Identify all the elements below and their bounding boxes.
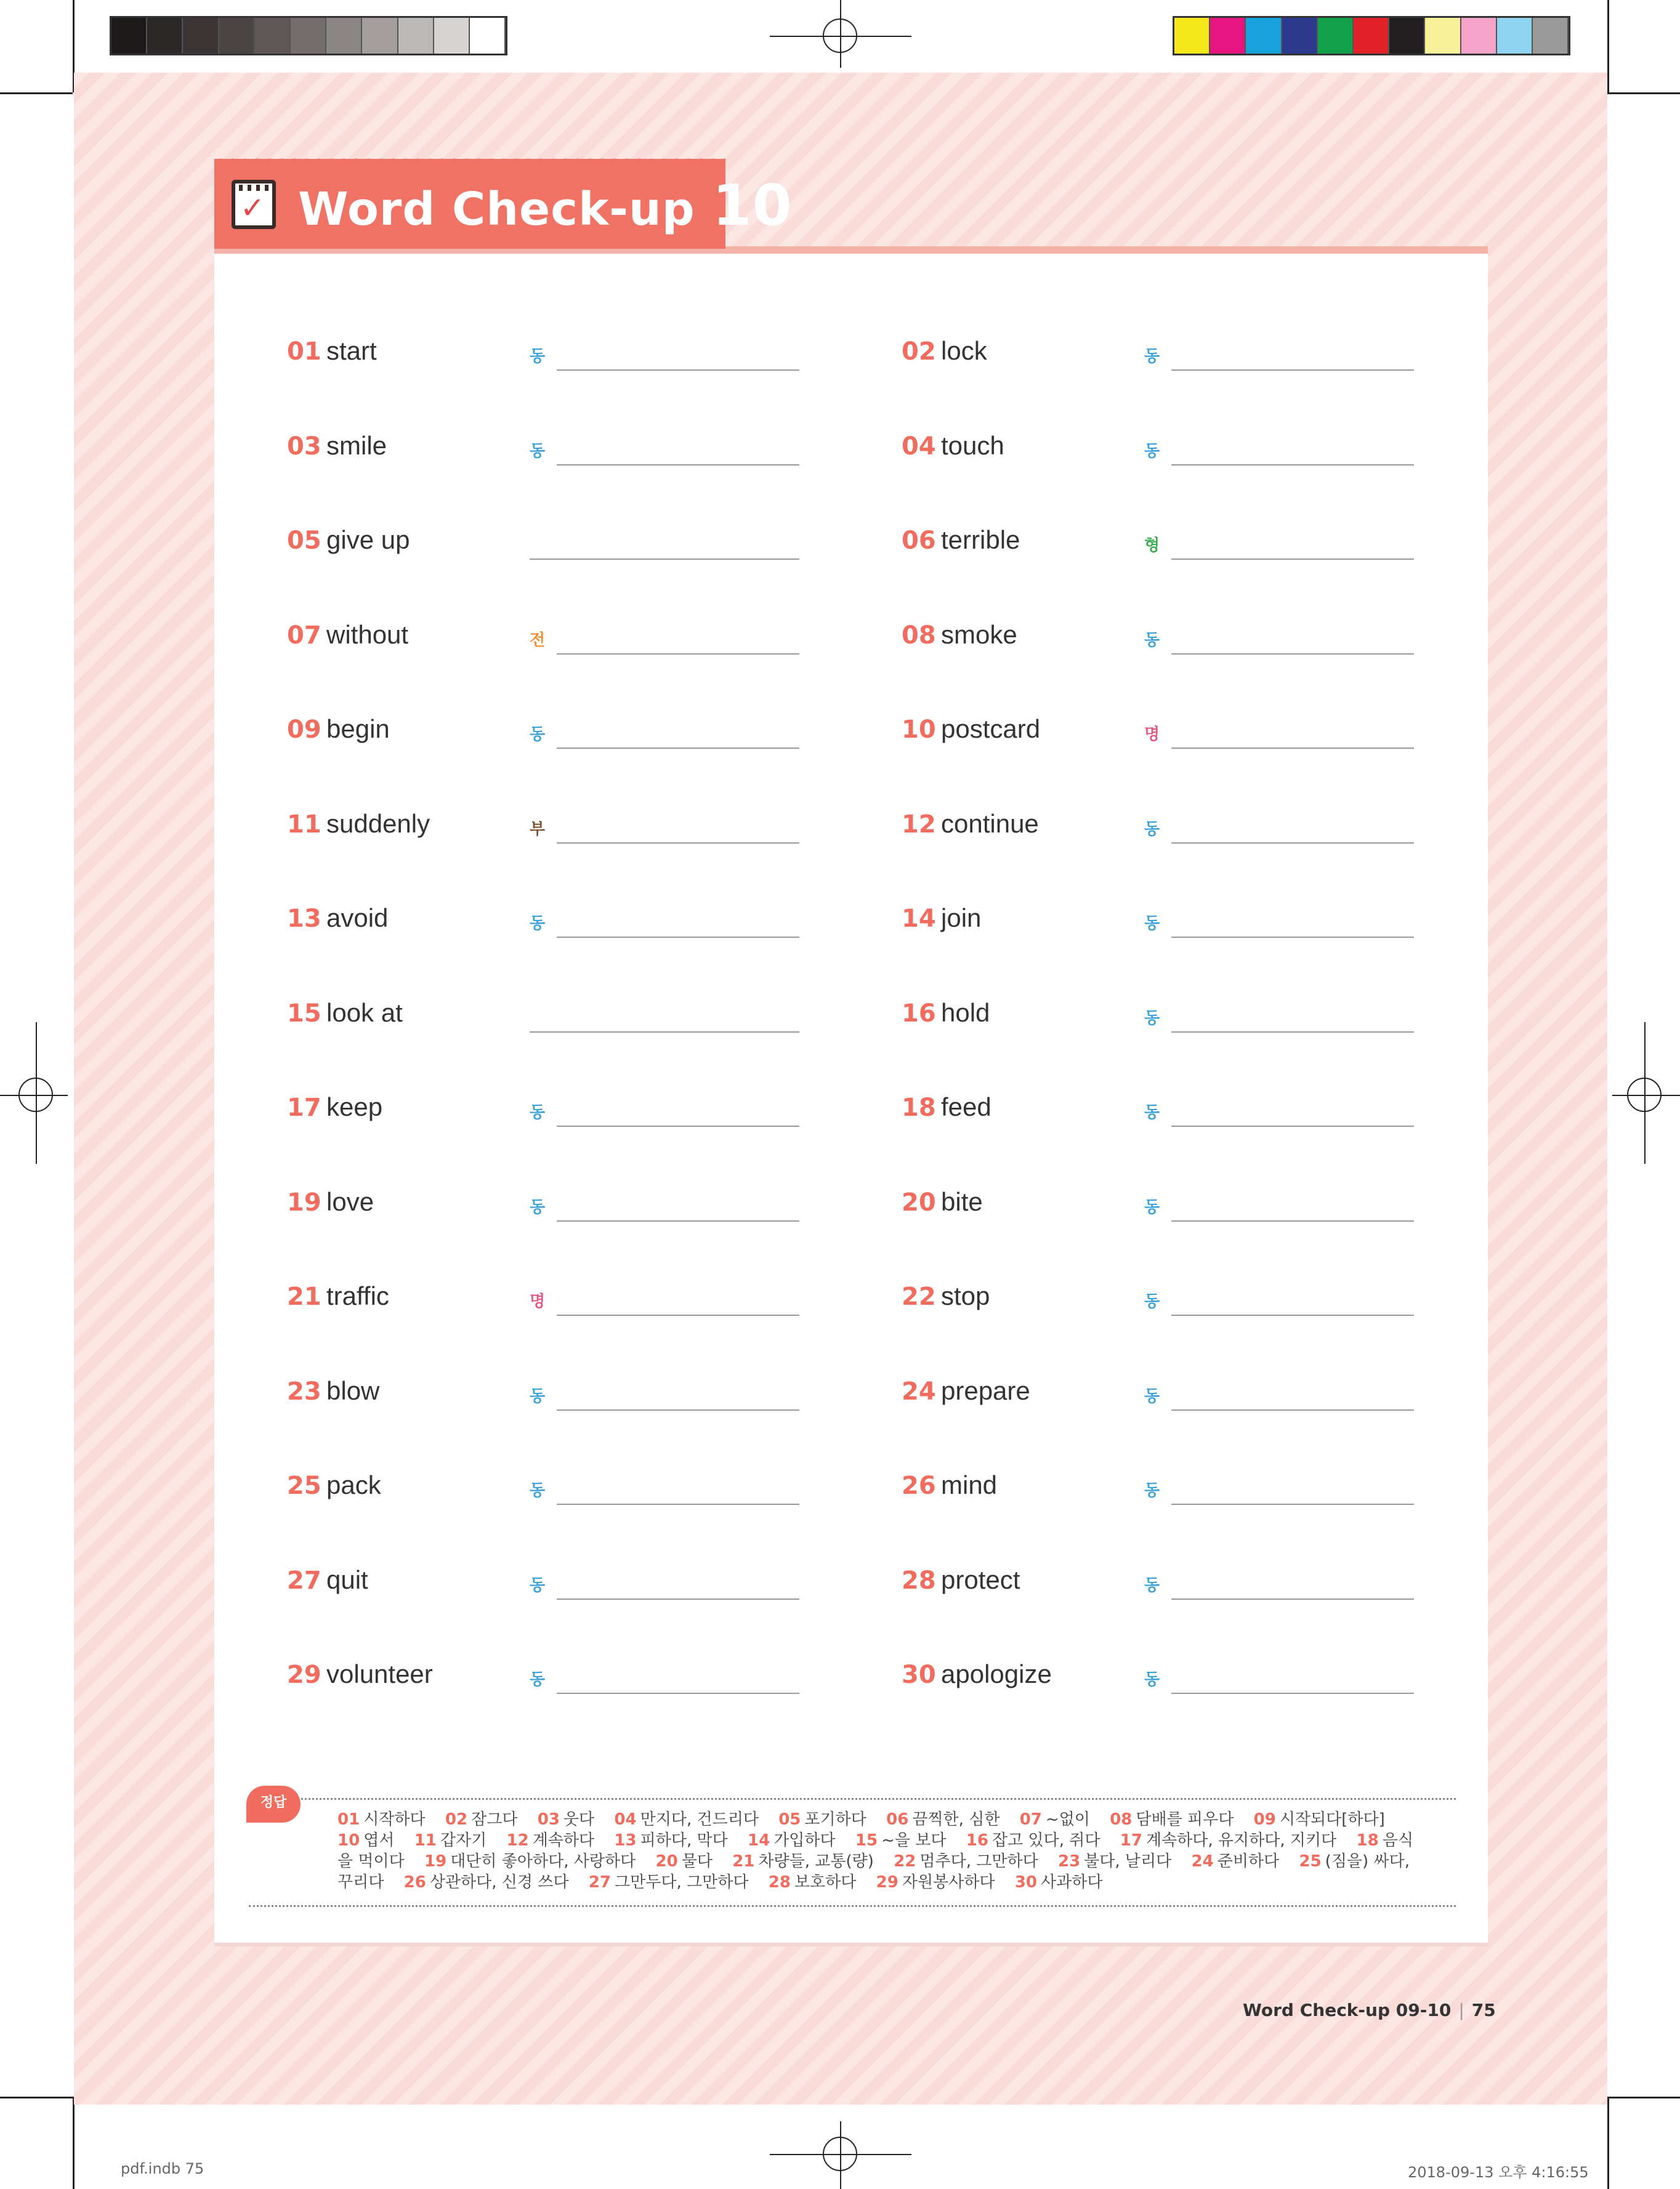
- item-word: pack: [326, 1470, 381, 1499]
- answer-text: 가입하다: [773, 1831, 836, 1850]
- item-number: 29: [287, 1661, 321, 1689]
- answer-blank[interactable]: [1171, 1315, 1414, 1316]
- answer-blank[interactable]: [557, 937, 799, 938]
- answer-number: 22: [894, 1852, 916, 1871]
- registration-line: [1612, 1095, 1680, 1096]
- item-word: traffic: [326, 1281, 389, 1310]
- item-word: without: [326, 619, 409, 649]
- item-number: 13: [287, 905, 321, 933]
- word-item: [902, 994, 1419, 1044]
- item-word: continue: [941, 808, 1039, 838]
- answer-text: 차량들, 교통(량): [758, 1852, 874, 1871]
- part-of-speech-tag: 동: [1144, 1387, 1160, 1406]
- part-of-speech-tag: 동: [530, 1387, 546, 1406]
- answer-blank[interactable]: [1171, 464, 1414, 466]
- answer-number: 15: [855, 1831, 878, 1850]
- answer-number: 11: [414, 1831, 437, 1850]
- item-word: love: [326, 1187, 374, 1216]
- answer-blank[interactable]: [557, 1126, 799, 1127]
- part-of-speech-tag: 동: [1144, 1009, 1160, 1028]
- answer-number: 01: [337, 1810, 360, 1829]
- item-word: give up: [326, 525, 410, 554]
- part-of-speech-tag: 동: [1144, 914, 1160, 933]
- word-item: [287, 805, 804, 855]
- answer-number: 08: [1110, 1810, 1133, 1829]
- answer-number: 18: [1356, 1831, 1379, 1850]
- part-of-speech-tag: 부: [530, 820, 546, 839]
- part-of-speech-tag: 동: [1144, 441, 1160, 461]
- word-item: [287, 1562, 804, 1611]
- part-of-speech-tag: 동: [1144, 631, 1160, 650]
- word-item: [902, 1562, 1419, 1611]
- answer-blank[interactable]: [557, 748, 799, 749]
- answer-key: [337, 1809, 1421, 1893]
- answer-blank[interactable]: [1171, 1031, 1414, 1033]
- answer-text: 멈추다, 그만하다: [919, 1852, 1038, 1871]
- item-number: 15: [287, 999, 321, 1028]
- answer-number: 14: [748, 1831, 770, 1850]
- answer-divider-top: [249, 1798, 1456, 1800]
- part-of-speech-tag: 명: [530, 1292, 546, 1311]
- answer-blank[interactable]: [557, 369, 799, 371]
- word-item: [287, 1373, 804, 1422]
- item-word: prepare: [941, 1376, 1030, 1405]
- answer-number: 05: [778, 1810, 801, 1829]
- item-word: begin: [326, 714, 390, 743]
- answer-blank[interactable]: [1171, 842, 1414, 844]
- part-of-speech-tag: 동: [530, 1576, 546, 1595]
- answer-blank[interactable]: [557, 1220, 799, 1222]
- word-item: [902, 900, 1419, 949]
- item-number: 05: [287, 526, 321, 555]
- answer-number: 19: [424, 1852, 447, 1871]
- answer-blank[interactable]: [1171, 1504, 1414, 1505]
- word-item: [902, 1373, 1419, 1422]
- answer-blank[interactable]: [557, 1315, 799, 1316]
- word-item: [902, 711, 1419, 760]
- answer-blank[interactable]: [1171, 653, 1414, 655]
- answer-text: ~없이: [1045, 1810, 1090, 1829]
- item-word: postcard: [941, 714, 1041, 743]
- answer-number: 13: [614, 1831, 637, 1850]
- item-word: smile: [326, 430, 387, 460]
- item-word: touch: [941, 430, 1004, 460]
- word-item: [902, 805, 1419, 855]
- word-item: [902, 1089, 1419, 1138]
- part-of-speech-tag: 형: [1144, 536, 1160, 555]
- item-word: stop: [941, 1281, 990, 1310]
- item-number: 04: [902, 432, 936, 461]
- crop-mark: [73, 2097, 75, 2189]
- answer-blank[interactable]: [1171, 1126, 1414, 1127]
- part-of-speech-tag: 동: [530, 725, 546, 744]
- answer-blank[interactable]: [1171, 1598, 1414, 1600]
- answer-text: 물다: [681, 1852, 713, 1871]
- item-number: 23: [287, 1377, 321, 1406]
- answer-number: 23: [1057, 1852, 1081, 1871]
- timestamp-slug: 2018-09-13 오후 4:16:55: [1408, 2164, 1589, 2181]
- word-item: [287, 427, 804, 477]
- answer-blank[interactable]: [557, 1409, 799, 1411]
- item-word: apologize: [941, 1659, 1052, 1688]
- answer-blank[interactable]: [1171, 748, 1414, 749]
- answer-number: 21: [732, 1852, 755, 1871]
- answer-number: 27: [588, 1873, 611, 1892]
- page-title: Word Check-up 10: [298, 172, 793, 238]
- answer-badge: 정답: [246, 1786, 301, 1823]
- item-word: start: [326, 336, 377, 365]
- word-item: [287, 333, 804, 382]
- answer-text: 계속하다, 유지하다, 지키다: [1145, 1831, 1337, 1850]
- answer-number: 04: [614, 1810, 637, 1829]
- item-word: protect: [941, 1565, 1020, 1594]
- answer-number: 06: [886, 1810, 909, 1829]
- item-word: mind: [941, 1470, 998, 1499]
- answer-text: 상관하다, 신경 쓰다: [429, 1873, 569, 1892]
- part-of-speech-tag: 동: [1144, 1482, 1160, 1500]
- part-of-speech-tag: 동: [530, 441, 546, 461]
- answer-text: 시작되다[하다]: [1279, 1810, 1385, 1829]
- footer-section: Word Check-up 09-10 | 75: [1243, 2000, 1496, 2020]
- word-item: [902, 1183, 1419, 1233]
- item-word: join: [941, 903, 982, 932]
- title-banner: [214, 159, 793, 249]
- page-number: 75: [1471, 2000, 1496, 2020]
- answer-blank[interactable]: [1171, 1693, 1414, 1694]
- answer-blank[interactable]: [1171, 558, 1414, 560]
- answer-text: 그만두다, 그만하다: [615, 1873, 749, 1892]
- answer-blank[interactable]: [1171, 1220, 1414, 1222]
- answer-text: 불다, 날리다: [1084, 1852, 1172, 1871]
- word-item: [287, 711, 804, 760]
- word-item: [287, 1467, 804, 1516]
- item-number: 30: [902, 1661, 936, 1689]
- crop-mark: [0, 2097, 73, 2098]
- checklist-icon: ✓: [232, 180, 276, 229]
- word-item: [902, 1467, 1419, 1516]
- registration-line: [0, 1095, 68, 1096]
- part-of-speech-tag: 동: [530, 1103, 546, 1122]
- answer-number: 25: [1299, 1852, 1322, 1871]
- word-item: [287, 1183, 804, 1233]
- crop-mark: [1607, 0, 1609, 92]
- item-number: 14: [902, 905, 936, 933]
- item-number: 06: [902, 526, 936, 555]
- word-item: [902, 1656, 1419, 1705]
- item-word: volunteer: [326, 1659, 433, 1688]
- item-number: 07: [287, 621, 321, 650]
- item-number: 09: [287, 716, 321, 744]
- word-item: [902, 1278, 1419, 1327]
- answer-text: 담배를 피우다: [1136, 1810, 1234, 1829]
- part-of-speech-tag: 동: [1144, 1103, 1160, 1122]
- answer-number: 16: [966, 1831, 988, 1850]
- answer-number: 10: [337, 1831, 360, 1850]
- word-item: [902, 616, 1419, 666]
- answer-number: 20: [655, 1852, 678, 1871]
- grayscale-calibration-bar: [110, 16, 507, 55]
- answer-text: 사과하다: [1041, 1873, 1103, 1892]
- item-number: 11: [287, 810, 321, 839]
- answer-blank[interactable]: [1171, 1409, 1414, 1411]
- answer-number: 12: [506, 1831, 529, 1850]
- file-slug: pdf.indb 75: [121, 2160, 204, 2177]
- item-word: quit: [326, 1565, 368, 1594]
- item-number: 20: [902, 1188, 936, 1217]
- part-of-speech-tag: 동: [530, 347, 546, 366]
- item-word: look at: [326, 998, 403, 1027]
- item-number: 26: [902, 1472, 936, 1500]
- item-number: 22: [902, 1283, 936, 1311]
- word-item: [902, 522, 1419, 571]
- registration-line: [840, 0, 841, 68]
- part-of-speech-tag: 동: [1144, 1576, 1160, 1595]
- answer-text: 피하다, 막다: [640, 1831, 728, 1850]
- part-of-speech-tag: 동: [530, 1198, 546, 1217]
- part-of-speech-tag: 명: [1144, 725, 1160, 744]
- part-of-speech-tag: 동: [1144, 1198, 1160, 1217]
- answer-text: 보호하다: [794, 1873, 857, 1892]
- answer-text: 잠그다: [471, 1810, 518, 1829]
- answer-text: 준비하다: [1217, 1852, 1280, 1871]
- word-item: [287, 1656, 804, 1705]
- answer-text: 갑자기: [440, 1831, 487, 1850]
- answer-blank[interactable]: [530, 1031, 799, 1033]
- registration-line: [1644, 1022, 1646, 1164]
- item-number: 08: [902, 621, 936, 650]
- part-of-speech-tag: 동: [1144, 347, 1160, 366]
- item-number: 21: [287, 1283, 321, 1311]
- answer-blank[interactable]: [557, 1693, 799, 1694]
- item-word: smoke: [941, 619, 1017, 649]
- word-item: [287, 616, 804, 666]
- item-word: suddenly: [326, 808, 430, 838]
- part-of-speech-tag: 동: [530, 1671, 546, 1689]
- item-number: 02: [902, 337, 936, 366]
- answer-number: 28: [768, 1873, 791, 1892]
- item-number: 03: [287, 432, 321, 461]
- answer-number: 29: [876, 1873, 899, 1892]
- answer-blank[interactable]: [557, 1504, 799, 1505]
- answer-blank[interactable]: [1171, 369, 1414, 371]
- answer-blank[interactable]: [557, 842, 799, 844]
- answer-blank[interactable]: [530, 558, 799, 560]
- item-word: bite: [941, 1187, 983, 1216]
- crop-mark: [1607, 92, 1680, 94]
- item-number: 27: [287, 1566, 321, 1595]
- item-number: 01: [287, 337, 321, 366]
- answer-number: 26: [403, 1873, 426, 1892]
- answer-text: 시작하다: [363, 1810, 426, 1829]
- part-of-speech-tag: 동: [1144, 1671, 1160, 1689]
- registration-line: [36, 1022, 37, 1164]
- answer-text: 계속하다: [532, 1831, 595, 1850]
- answer-text: 음식을 먹이다: [337, 1831, 1413, 1871]
- part-of-speech-tag: 전: [530, 631, 546, 650]
- word-item: [287, 1278, 804, 1327]
- item-number: 25: [287, 1472, 321, 1500]
- crop-mark: [1607, 2097, 1609, 2189]
- answer-blank[interactable]: [557, 1598, 799, 1600]
- answer-text: (짐을) 싸다, 꾸리다: [337, 1852, 1410, 1892]
- answer-number: 02: [445, 1810, 468, 1829]
- part-of-speech-tag: 동: [1144, 1292, 1160, 1311]
- item-number: 28: [902, 1566, 936, 1595]
- item-number: 24: [902, 1377, 936, 1406]
- registration-line: [840, 2121, 841, 2189]
- title-number: 10: [712, 172, 793, 238]
- item-word: terrible: [941, 525, 1020, 554]
- answer-number: 30: [1014, 1873, 1037, 1892]
- item-number: 12: [902, 810, 936, 839]
- item-number: 10: [902, 716, 936, 744]
- part-of-speech-tag: 동: [530, 914, 546, 933]
- answer-text: 대단히 좋아하다, 사랑하다: [450, 1852, 636, 1871]
- crop-mark: [0, 92, 73, 94]
- item-number: 18: [902, 1094, 936, 1122]
- answer-text: 잡고 있다, 쥐다: [991, 1831, 1100, 1850]
- item-word: feed: [941, 1092, 991, 1121]
- item-number: 19: [287, 1188, 321, 1217]
- answer-number: 24: [1191, 1852, 1214, 1871]
- color-calibration-bar: [1173, 16, 1570, 55]
- answer-text: 자원봉사하다: [902, 1873, 995, 1892]
- answer-text: 웃다: [563, 1810, 595, 1829]
- word-item: [287, 1089, 804, 1138]
- crop-mark: [1607, 2097, 1680, 2098]
- item-number: 16: [902, 999, 936, 1028]
- answer-text: 만지다, 건드리다: [640, 1810, 759, 1829]
- item-word: keep: [326, 1092, 383, 1121]
- item-word: hold: [941, 998, 990, 1027]
- word-item: [287, 994, 804, 1044]
- answer-number: 09: [1253, 1810, 1276, 1829]
- item-word: blow: [326, 1376, 380, 1405]
- answer-text: ~을 보다: [881, 1831, 947, 1850]
- word-item: [902, 333, 1419, 382]
- word-item: [287, 522, 804, 571]
- answer-blank[interactable]: [1171, 937, 1414, 938]
- item-word: avoid: [326, 903, 389, 932]
- item-number: 17: [287, 1094, 321, 1122]
- answer-divider-bottom: [249, 1905, 1456, 1907]
- part-of-speech-tag: 동: [530, 1482, 546, 1500]
- answer-number: 07: [1019, 1810, 1042, 1829]
- answer-blank[interactable]: [557, 464, 799, 466]
- word-item: [287, 900, 804, 949]
- item-word: lock: [941, 336, 987, 365]
- answer-text: 포기하다: [804, 1810, 866, 1829]
- part-of-speech-tag: 동: [1144, 820, 1160, 839]
- answer-blank[interactable]: [557, 653, 799, 655]
- answer-text: 엽서: [363, 1831, 395, 1850]
- answer-number: 17: [1120, 1831, 1142, 1850]
- word-item: [902, 427, 1419, 477]
- answer-text: 끔찍한, 심한: [912, 1810, 1000, 1829]
- answer-number: 03: [537, 1810, 560, 1829]
